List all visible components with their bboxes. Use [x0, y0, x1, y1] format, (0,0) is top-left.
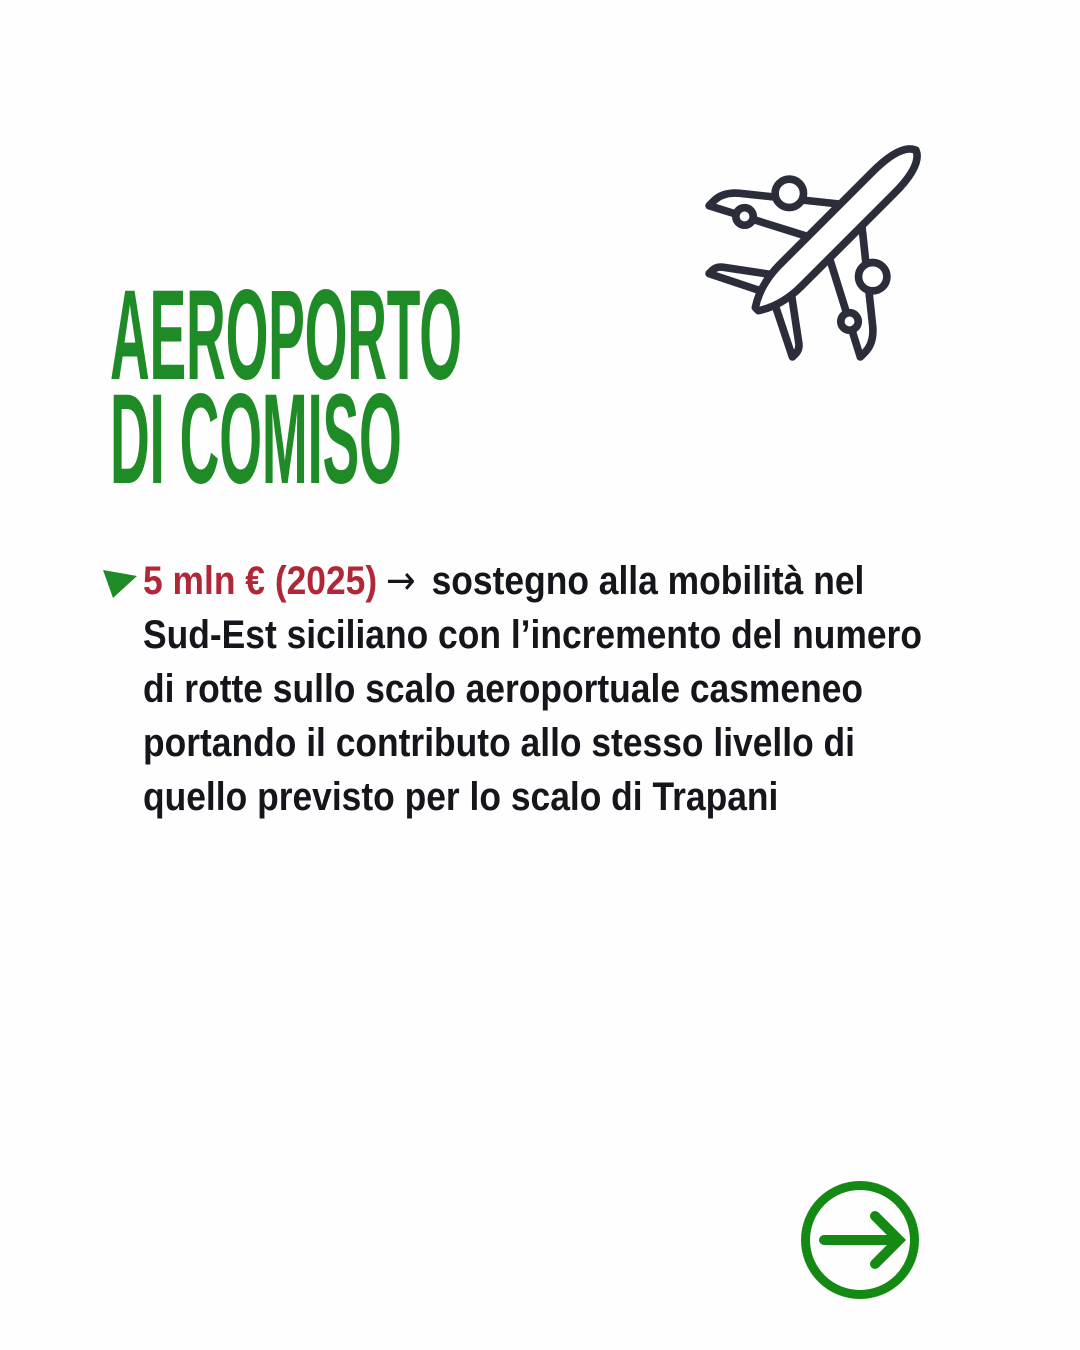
title-line-2: DI COMISO — [110, 368, 402, 511]
body-line: quello previsto per lo scalo di Trapani — [143, 775, 779, 819]
funding-amount: 5 mln € (2025) — [143, 559, 378, 603]
arrow-right-circle-icon — [806, 1186, 915, 1295]
title-line-1: AEROPORTO — [110, 264, 462, 407]
body-line — [143, 554, 922, 608]
next-button[interactable] — [798, 1178, 922, 1302]
body-line: di rotte sullo scalo aeroportuale casmeneo — [143, 667, 864, 711]
airplane-icon — [700, 104, 962, 366]
body-line: portando il contributo allo stesso livello di — [143, 721, 855, 765]
maps-to-arrow: → — [386, 558, 416, 604]
body-line-1-text: sostegno alla mobilità nel — [431, 559, 865, 603]
page-title — [110, 264, 462, 511]
bullet-text — [143, 554, 922, 824]
bullet-triangle-icon — [100, 566, 140, 602]
body-line: Sud-Est siciliano con l’incremento del numero — [143, 613, 922, 657]
